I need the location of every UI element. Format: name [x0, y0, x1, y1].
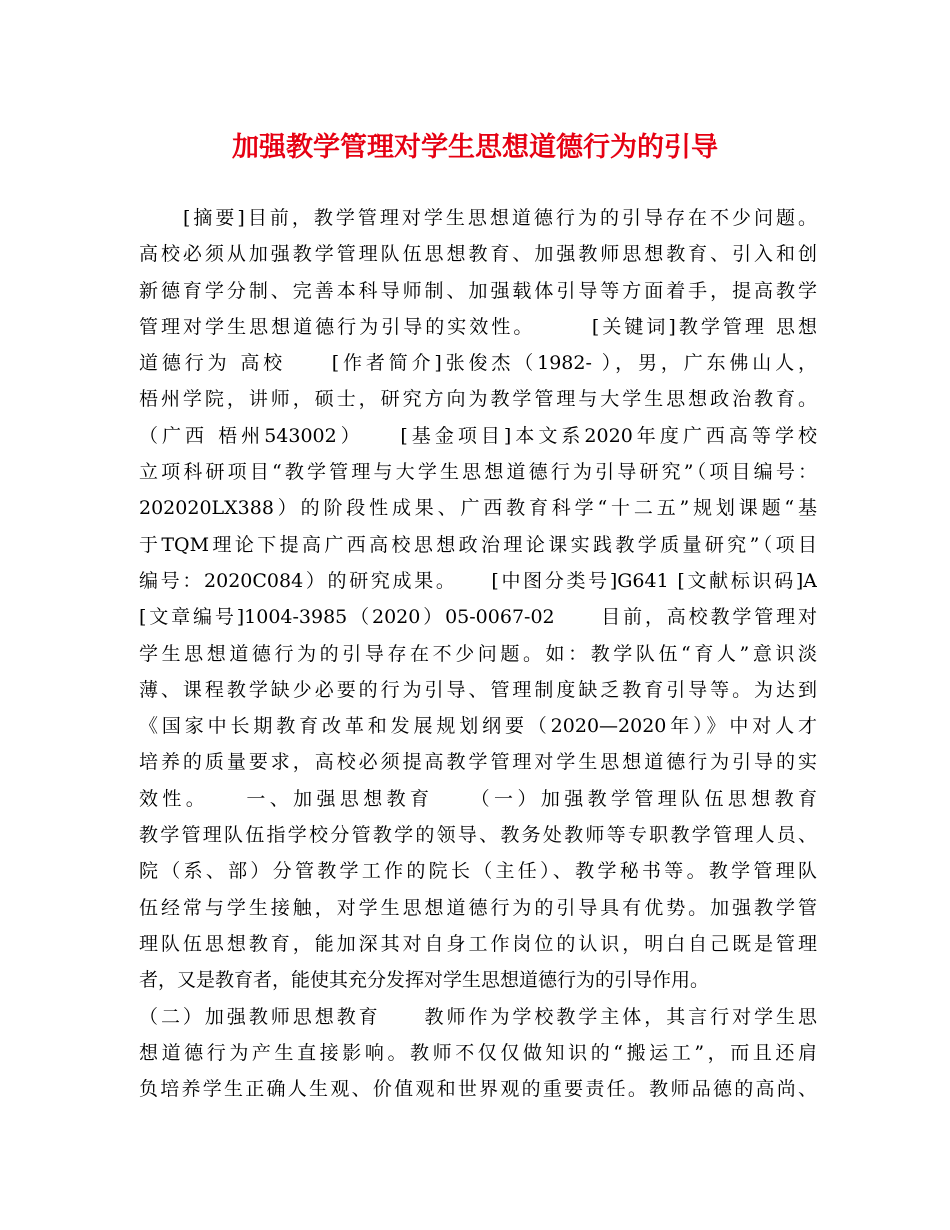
body-line: 薄、课程教学缺少必要的行为引导、管理制度缺乏教育引导等。为达到 [139, 678, 817, 701]
body-line: 高校必须从加强教学管理队伍思想教育、加强教师思想教育、引入和创 [139, 243, 817, 266]
body-line: 立项科研项目“教学管理与大学生思想道德行为引导研究”（项目编号： [139, 461, 817, 484]
body-line: 伍经常与学生接触，对学生思想道德行为的引导具有优势。加强教学管 [139, 896, 817, 919]
body-line: 院（系、部）分管教学工作的院长（主任）、教学秘书等。教学管理队 [139, 860, 817, 883]
body-line: 者，又是教育者，能使其充分发挥对学生思想道德行为的引导作用。 [139, 969, 710, 992]
document-body [139, 200, 817, 1107]
body-line: 教学管理队伍指学校分管教学的领导、教务处教师等专职教学管理人员、 [139, 824, 817, 847]
body-line: [摘要]目前，教学管理对学生思想道德行为的引导存在不少问题。 [183, 207, 817, 229]
body-line: 编号：2020C084）的研究成果。 [中图分类号]G641 [文献标识码]A [139, 569, 817, 592]
body-line: 道德行为 高校 [作者简介]张俊杰（1982- ），男，广东佛山人， [139, 352, 817, 375]
body-line: 学生思想道德行为的引导存在不少问题。如：教学队伍“育人”意识淡 [139, 642, 817, 665]
body-line: 新德育学分制、完善本科导师制、加强载体引导等方面着手，提高教学 [139, 279, 817, 302]
body-line: （广西 梧州543002） [基金项目]本文系2020年度广西高等学校 [139, 424, 817, 447]
body-line: 梧州学院，讲师，硕士，研究方向为教学管理与大学生思想政治教育。 [139, 388, 817, 411]
body-line: 于TQM理论下提高广西高校思想政治理论课实践教学质量研究”（项目 [139, 533, 817, 556]
body-line: 想道德行为产生直接影响。教师不仅仅做知识的“搬运工”，而且还肩 [139, 1041, 817, 1064]
body-line: 培养的质量要求，高校必须提高教学管理对学生思想道德行为引导的实 [139, 751, 817, 774]
body-line: 管理对学生思想道德行为引导的实效性。 [关键词]教学管理 思想 [139, 315, 817, 338]
body-line: 202020LX388）的阶段性成果、广西教育科学“十二五”规划课题“基 [139, 497, 817, 520]
body-line: （二）加强教师思想教育 教师作为学校教学主体，其言行对学生思 [139, 1005, 817, 1028]
body-line: 理队伍思想教育，能加深其对自身工作岗位的认识，明白自己既是管理 [139, 932, 817, 955]
body-line: 效性。 一、加强思想教育 （一）加强教学管理队伍思想教育 [139, 787, 817, 810]
body-line: 负培养学生正确人生观、价值观和世界观的重要责任。教师品德的高尚、 [139, 1078, 817, 1101]
body-line: 《国家中长期教育改革和发展规划纲要（2020—2020年）》中对人才 [139, 715, 817, 738]
document-title: 加强教学管理对学生思想道德行为的引导 [232, 132, 718, 163]
body-line: [文章编号]1004-3985（2020）05-0067-02 目前，高校教学管理对 [139, 606, 817, 629]
